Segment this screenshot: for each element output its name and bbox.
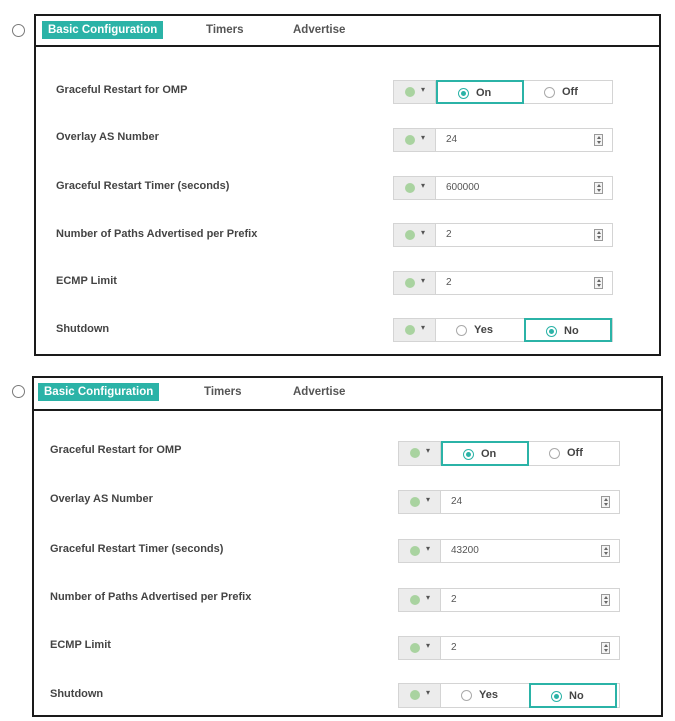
graceful-restart-label: Graceful Restart for OMP [50, 444, 182, 456]
scope-dot-icon [410, 643, 420, 653]
on-label: On [481, 448, 497, 460]
radio-icon [551, 691, 562, 702]
graceful-restart-on-option[interactable] [436, 80, 524, 104]
gr-timer-control [398, 539, 620, 563]
radio-icon [549, 448, 560, 459]
radio-icon [463, 449, 474, 460]
ecmp-input[interactable]: 2 [451, 642, 457, 653]
chevron-down-icon: ▾ [421, 228, 426, 237]
answer-option-1-radio[interactable] [12, 24, 25, 37]
yes-label: Yes [474, 324, 493, 336]
gr-timer-input[interactable]: 600000 [446, 182, 480, 193]
scope-dot-icon [405, 325, 415, 335]
paths-control [398, 588, 620, 612]
gr-timer-label: Graceful Restart Timer (seconds) [56, 180, 230, 192]
scope-dot-icon [405, 230, 415, 240]
graceful-restart-off-option[interactable] [529, 442, 617, 465]
chevron-down-icon: ▾ [426, 495, 431, 504]
radio-icon [458, 88, 469, 99]
overlay-as-input[interactable]: 24 [451, 496, 463, 507]
ecmp-label: ECMP Limit [50, 639, 111, 651]
chevron-down-icon: ▾ [421, 85, 426, 94]
answer-option-2-radio[interactable] [12, 385, 25, 398]
scope-dot-icon [405, 87, 415, 97]
graceful-restart-control [398, 441, 620, 466]
overlay-as-label: Overlay AS Number [50, 493, 153, 505]
omp-panel-option-2 [32, 376, 663, 717]
ecmp-control [393, 271, 613, 295]
gr-timer-label: Graceful Restart Timer (seconds) [50, 543, 224, 555]
chevron-down-icon: ▾ [421, 276, 426, 285]
shutdown-no-option[interactable] [524, 318, 612, 342]
omp-panel-option-1 [34, 14, 661, 356]
tab-basic-configuration[interactable]: Basic Configuration [42, 21, 163, 39]
scope-dropdown[interactable] [394, 81, 436, 103]
chevron-down-icon: ▾ [426, 641, 431, 650]
tab-advertise[interactable]: Advertise [293, 386, 346, 398]
tab-bar [34, 378, 661, 411]
radio-icon [546, 326, 557, 337]
off-label: Off [567, 447, 583, 459]
no-label: No [569, 690, 584, 702]
tab-basic-configuration[interactable]: Basic Configuration [38, 383, 159, 401]
chevron-down-icon: ▾ [426, 688, 431, 697]
scope-dropdown[interactable] [394, 129, 436, 151]
overlay-as-control [393, 128, 613, 152]
shutdown-label: Shutdown [56, 323, 110, 335]
radio-icon [461, 690, 472, 701]
shutdown-no-option[interactable] [529, 683, 617, 708]
shutdown-yes-option[interactable] [436, 319, 524, 341]
scope-dot-icon [410, 497, 420, 507]
radio-icon [544, 87, 555, 98]
scope-dropdown[interactable] [394, 177, 436, 199]
tab-timers[interactable]: Timers [206, 24, 244, 36]
tab-bar [36, 16, 659, 47]
ecmp-input[interactable]: 2 [446, 277, 452, 288]
tab-advertise[interactable]: Advertise [293, 24, 346, 36]
chevron-down-icon: ▾ [421, 181, 426, 190]
shutdown-control [393, 318, 613, 342]
scope-dropdown[interactable] [394, 319, 436, 341]
chevron-down-icon: ▾ [421, 133, 426, 142]
scope-dropdown[interactable] [399, 442, 441, 465]
shutdown-label: Shutdown [50, 688, 104, 700]
paths-input[interactable]: 2 [446, 229, 452, 240]
ecmp-control [398, 636, 620, 660]
paths-control [393, 223, 613, 247]
gr-timer-control [393, 176, 613, 200]
overlay-as-control [398, 490, 620, 514]
tab-timers[interactable]: Timers [204, 386, 242, 398]
scope-dot-icon [410, 546, 420, 556]
paths-input[interactable]: 2 [451, 594, 457, 605]
scope-dot-icon [405, 183, 415, 193]
shutdown-yes-option[interactable] [441, 684, 529, 707]
radio-icon [456, 325, 467, 336]
graceful-restart-off-option[interactable] [524, 81, 612, 103]
paths-label: Number of Paths Advertised per Prefix [56, 228, 258, 240]
paths-label: Number of Paths Advertised per Prefix [50, 591, 252, 603]
scope-dropdown[interactable] [399, 684, 441, 707]
scope-dropdown[interactable] [399, 491, 441, 513]
off-label: Off [562, 86, 578, 98]
shutdown-control [398, 683, 620, 708]
chevron-down-icon: ▾ [426, 544, 431, 553]
spinner-icon[interactable] [601, 545, 610, 557]
spinner-icon[interactable] [601, 496, 610, 508]
ecmp-label: ECMP Limit [56, 275, 117, 287]
scope-dropdown[interactable] [394, 272, 436, 294]
graceful-restart-control [393, 80, 613, 104]
scope-dropdown[interactable] [399, 589, 441, 611]
scope-dot-icon [410, 595, 420, 605]
spinner-icon[interactable] [594, 182, 603, 194]
chevron-down-icon: ▾ [421, 323, 426, 332]
graceful-restart-on-option[interactable] [441, 441, 529, 466]
chevron-down-icon: ▾ [426, 446, 431, 455]
spinner-icon[interactable] [594, 134, 603, 146]
overlay-as-label: Overlay AS Number [56, 131, 159, 143]
overlay-as-input[interactable]: 24 [446, 134, 458, 145]
scope-dot-icon [405, 278, 415, 288]
graceful-restart-label: Graceful Restart for OMP [56, 84, 188, 96]
no-label: No [564, 325, 579, 337]
spinner-icon[interactable] [601, 594, 610, 606]
scope-dot-icon [405, 135, 415, 145]
spinner-icon[interactable] [594, 229, 603, 241]
chevron-down-icon: ▾ [426, 593, 431, 602]
yes-label: Yes [479, 689, 498, 701]
scope-dot-icon [410, 690, 420, 700]
scope-dropdown[interactable] [399, 540, 441, 562]
spinner-icon[interactable] [601, 642, 610, 654]
gr-timer-input[interactable]: 43200 [451, 545, 479, 556]
scope-dropdown[interactable] [394, 224, 436, 246]
spinner-icon[interactable] [594, 277, 603, 289]
scope-dropdown[interactable] [399, 637, 441, 659]
scope-dot-icon [410, 448, 420, 458]
on-label: On [476, 87, 492, 99]
